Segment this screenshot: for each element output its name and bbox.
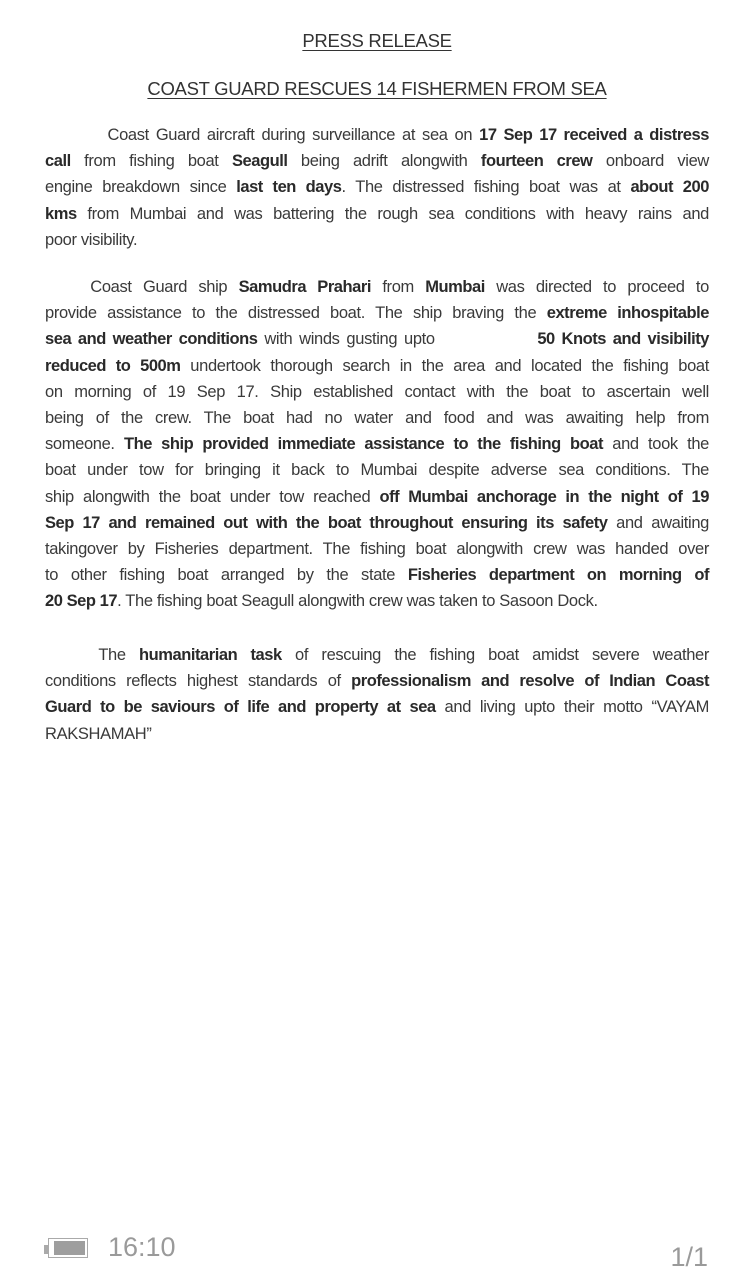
bold-text: Samudra Prahari	[238, 278, 371, 296]
text-run: was directed to proceed to	[484, 278, 709, 296]
text-line	[45, 484, 709, 510]
text-run: of rescuing the fishing boat amidst severe weather	[281, 646, 709, 664]
bold-text: Mumbai	[425, 278, 485, 296]
text-run: being of the crew. The boat had no water and food and was awaiting help from	[45, 408, 709, 427]
text-run: . The distressed fishing boat was at	[341, 178, 631, 197]
bold-text: kms	[45, 204, 77, 223]
page-indicator: 1/1	[670, 1242, 708, 1272]
text-line	[45, 326, 709, 352]
bold-text: Fisheries department on morning of	[407, 566, 710, 585]
clock: 16:10	[108, 1232, 176, 1262]
text-line	[45, 431, 709, 457]
text-run: takingover by Fisheries department. The fishing boat alongwith crew was handed over	[45, 539, 709, 558]
text-line	[45, 510, 709, 536]
bold-text: off Mumbai anchorage in the night of 19	[379, 487, 709, 506]
text-run: from	[371, 278, 426, 296]
text-run: poor visibility.	[45, 230, 138, 249]
text-run: on morning of 19 Sep 17. Ship established contact with the boat to ascertain well	[45, 382, 709, 401]
text-line	[45, 148, 709, 174]
paragraph	[45, 274, 709, 614]
text-run: undertook thorough search in the area and located the fishing boat	[180, 356, 709, 375]
text-line	[45, 668, 709, 694]
text-run: . The fishing boat Seagull alongwith crew was taken to Sasoon Dock.	[117, 592, 598, 611]
text-line	[45, 405, 709, 431]
text-line	[45, 536, 709, 562]
text-run: The	[45, 646, 140, 664]
paragraph	[45, 642, 709, 747]
bold-text: Seagull	[231, 152, 288, 171]
text-line	[45, 588, 709, 614]
text-run: and took the	[603, 435, 709, 454]
text-run: from Mumbai and was battering the rough sea conditions with heavy rains and	[76, 204, 709, 223]
paragraph	[45, 122, 709, 253]
text-run: onboard view	[592, 152, 709, 171]
battery-icon	[44, 1238, 90, 1260]
bold-text: call	[45, 152, 71, 171]
text-line	[45, 562, 709, 588]
bold-text: reduced to 500m	[45, 356, 181, 375]
text-run: ship alongwith the boat under tow reached	[45, 487, 380, 506]
text-run: RAKSHAMAH”	[45, 724, 152, 743]
text-run: with winds gusting upto	[257, 330, 538, 349]
document-title: COAST GUARD RESCUES 14 FISHERMEN FROM SEA	[147, 78, 607, 99]
text-run: conditions reflects highest standards of	[45, 672, 352, 691]
bold-text: 50 Knots and visibility	[537, 330, 710, 349]
status-bar	[0, 1230, 754, 1270]
text-line	[45, 694, 709, 720]
bold-text: last ten days	[236, 178, 342, 197]
text-run: and awaiting	[607, 513, 709, 532]
bold-text: about 200	[630, 178, 709, 197]
text-run: Coast Guard aircraft during surveillance at sea on	[45, 126, 480, 144]
bold-text: sea and weather conditions	[45, 330, 258, 349]
text-line	[45, 122, 709, 148]
document-heading: PRESS RELEASE	[302, 30, 452, 51]
text-run: and living upto their motto “VAYAM	[435, 698, 709, 717]
text-line	[45, 457, 709, 483]
text-line	[45, 201, 709, 227]
text-line	[45, 300, 709, 326]
bold-text: professionalism and resolve of Indian Coast	[351, 672, 709, 691]
battery-level-fill	[54, 1241, 85, 1255]
text-line	[45, 721, 709, 747]
text-line	[45, 227, 709, 253]
text-run: from fishing boat	[70, 152, 232, 171]
text-line	[45, 274, 709, 300]
bold-text: Sep 17 and remained out with the boat throughout ensuring its safety	[45, 513, 608, 532]
text-run: someone.	[45, 435, 124, 454]
bold-text: 17 Sep 17 received a distress	[479, 126, 709, 144]
bold-text: The ship provided immediate assistance to the fishing boat	[123, 435, 603, 454]
text-run: boat under tow for bringing it back to Mumbai despite adverse sea conditions. The	[45, 461, 709, 480]
text-line	[45, 642, 709, 668]
text-run: to other fishing boat arranged by the state	[45, 566, 408, 585]
text-line	[45, 379, 709, 405]
text-run: being adrift alongwith	[287, 152, 481, 171]
text-run: Coast Guard ship	[45, 278, 239, 296]
bold-text: 20 Sep 17	[45, 592, 118, 611]
bold-text: fourteen crew	[480, 152, 593, 171]
bold-text: Guard to be saviours of life and property at sea	[45, 698, 436, 717]
text-run: engine breakdown since	[45, 178, 237, 197]
bold-text: extreme inhospitable	[546, 304, 709, 323]
text-line	[45, 174, 709, 200]
text-line	[45, 353, 709, 379]
text-run: provide assistance to the distressed boat. The ship braving the	[45, 304, 547, 323]
bold-text: humanitarian task	[139, 646, 282, 664]
